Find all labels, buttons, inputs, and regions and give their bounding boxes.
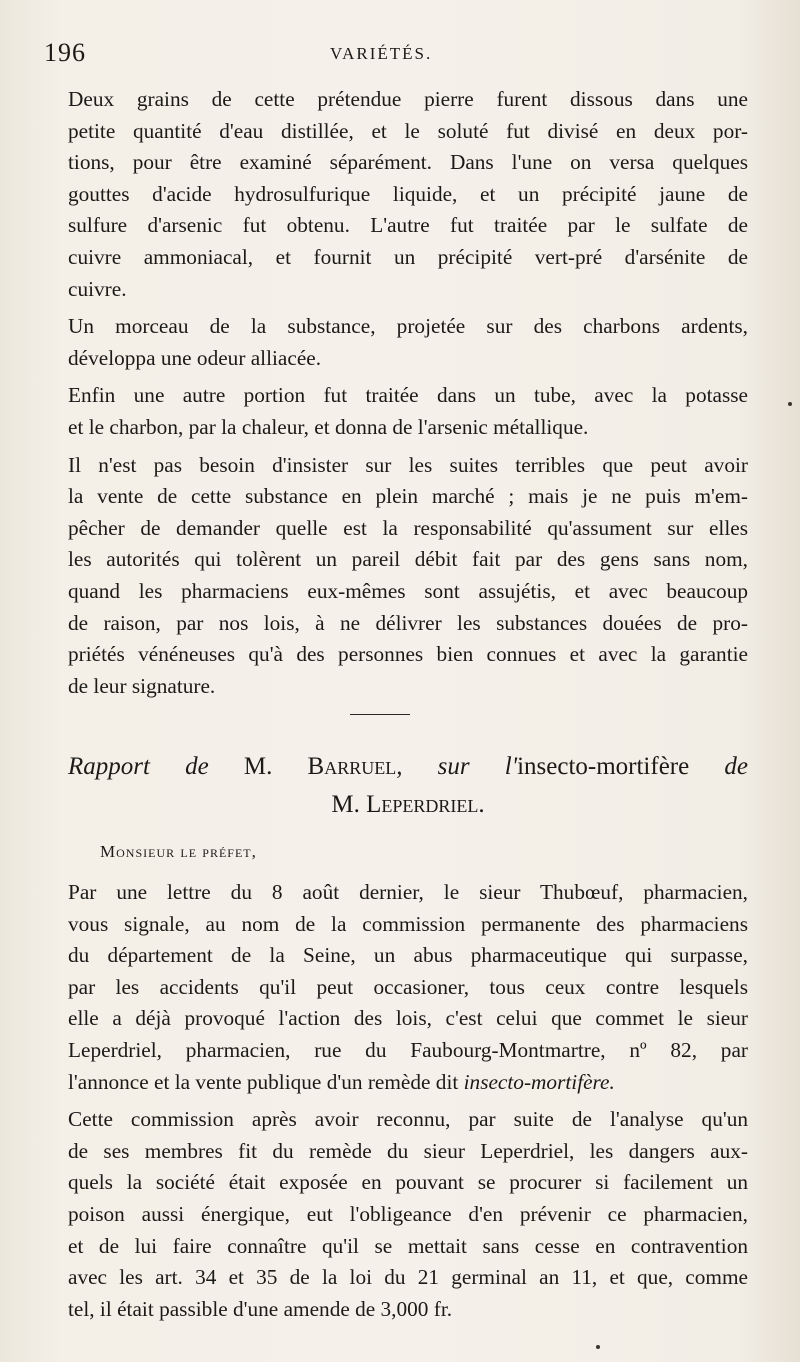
text-line: par les accidents qu'il peut occasioner, tous ceux contre lesquels <box>68 974 748 999</box>
text-line: vous signale, au nom de la commission permanente des pharmaciens <box>68 911 748 936</box>
text-line: quels la société était exposée en pouvant se procurer si facilement un <box>68 1170 748 1195</box>
text-line: de leur signature. <box>68 673 216 698</box>
analysis-text <box>68 84 748 702</box>
text-line: de raison, par nos lois, à ne délivrer les substances douées de pro- <box>68 610 748 635</box>
text-line: Un morceau de la substance, projetée sur des charbons ardents, <box>68 314 748 339</box>
page-number: 196 <box>44 38 86 67</box>
text-line: gouttes d'acide hydrosulfurique liquide, et un précipité jaune de <box>68 181 748 206</box>
paragraph-charbons <box>68 311 748 374</box>
text-line: tel, il était passible d'une amende de 3,000 fr. <box>68 1296 453 1321</box>
title-line-1 <box>68 748 748 786</box>
print-speck <box>596 1345 600 1349</box>
text-line <box>68 1067 748 1099</box>
paragraph-dissolution <box>68 84 748 305</box>
paragraph-responsabilite <box>68 450 748 703</box>
text-line: de ses membres fit du remède du sieur Leperdriel, les dangers aux- <box>68 1138 748 1163</box>
text-line: avec les art. 34 et 35 de la loi du 21 germinal an 11, et que, comme <box>68 1265 748 1290</box>
text-line: du département de la Seine, un abus pharmaceutique qui surpasse, <box>68 943 748 968</box>
text-line: la vente de cette substance en plein marché ; mais je ne puis m'em- <box>68 484 748 509</box>
text-line: tions, pour être examiné séparément. Dans l'une on versa quelques <box>68 150 748 175</box>
print-speck <box>788 402 792 406</box>
text-line: développa une odeur alliacée. <box>68 345 322 370</box>
paragraph-potasse <box>68 380 748 443</box>
text-line: et de lui faire connaître qu'il se mettait sans cesse en contravention <box>68 1233 748 1258</box>
text-line: Deux grains de cette prétendue pierre furent dissous dans une <box>68 87 748 111</box>
text-line: quand les pharmaciens eux-mêmes sont assujétis, et avec beaucoup <box>68 578 748 603</box>
text-line: Cette commission après avoir reconnu, par suite de l'analyse qu'un <box>68 1107 748 1132</box>
text-line: priétés vénéneuses qu'à des personnes bien connues et avec la garantie <box>68 642 748 667</box>
salutation: Monsieur le préfet, <box>100 842 257 861</box>
text-line: Par une lettre du 8 août dernier, le sieur Thubœuf, pharmacien, <box>68 880 748 904</box>
text-run: l'annonce et la vente publique d'un remède dit <box>68 1069 464 1094</box>
text-line: cuivre. <box>68 276 127 301</box>
title-sur: , sur l' <box>396 753 518 780</box>
title-line-2 <box>68 786 748 824</box>
text-line: elle a déjà provoqué l'action des lois, c'est celui que commet le sieur <box>68 1006 748 1031</box>
article-title <box>68 748 748 824</box>
text-line: poison aussi énergique, eut l'obligeance d'en prévenir ce pharmacien, <box>68 1201 748 1226</box>
text-line: Il n'est pas besoin d'insister sur les suites terribles que peut avoir <box>68 452 748 477</box>
running-head: VARIÉTÉS. <box>330 44 433 63</box>
text-line: petite quantité d'eau distillée, et le soluté fut divisé en deux por- <box>68 118 748 143</box>
text-line: sulfure d'arsenic fut obtenu. L'autre fut traitée par le sulfate de <box>68 213 748 238</box>
title-de: de <box>724 753 749 780</box>
title-subject-name: Leperdriel. <box>366 791 485 818</box>
title-m: M. <box>331 791 360 818</box>
text-line: cuivre ammoniacal, et fournit un précipité vert-pré d'arsénite de <box>68 244 748 269</box>
report-text <box>68 877 748 1325</box>
remedy-name: insecto-mortifère. <box>463 1069 615 1094</box>
text-line: pêcher de demander quelle est la responsabilité qu'assument sur elles <box>68 515 748 540</box>
text-line: Leperdriel, pharmacien, rue du Faubourg-Montmartre, nº 82, par <box>68 1037 748 1062</box>
paragraph-lettre <box>68 877 748 1098</box>
text-line: les autorités qui tolèrent un pareil débit fait par des gens sans nom, <box>68 547 748 572</box>
title-subject: insecto-mortifère <box>517 753 690 780</box>
text-line: et le charbon, par la chaleur, et donna de l'arsenic métallique. <box>68 414 589 439</box>
paragraph-commission <box>68 1104 748 1325</box>
title-rapport: Rapport de <box>68 753 209 780</box>
text-line: Enfin une autre portion fut traitée dans un tube, avec la potasse <box>68 383 748 408</box>
title-m: M. <box>243 753 273 780</box>
title-author-name: Barruel <box>307 753 397 780</box>
section-divider <box>350 714 410 715</box>
